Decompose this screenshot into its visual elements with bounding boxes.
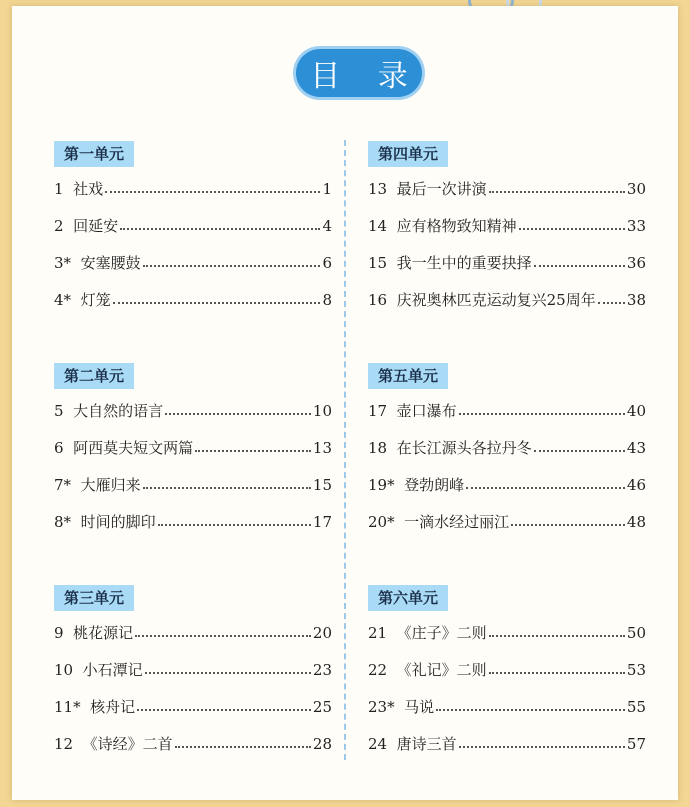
dot-leader — [459, 746, 625, 748]
lesson-number-spacer — [387, 615, 397, 652]
lesson-number-spacer — [73, 652, 83, 689]
lesson-page-number: 53 — [626, 661, 646, 679]
dot-leader — [489, 191, 625, 193]
lesson-title: 在长江源头各拉丹冬 — [396, 439, 532, 457]
lesson-page-number: 20 — [312, 624, 332, 642]
lesson-entry[interactable] — [54, 282, 332, 319]
dot-leader — [598, 302, 625, 304]
lesson-number-spacer — [395, 689, 405, 726]
lesson-number: 16 — [368, 291, 388, 309]
lesson-page-number: 43 — [626, 439, 646, 457]
unit-label: 第四单元 — [368, 141, 448, 167]
dot-leader — [165, 413, 311, 415]
unit-section — [54, 585, 332, 807]
lesson-number-spacer — [71, 504, 81, 541]
dot-leader — [466, 487, 625, 489]
lesson-number: 10 — [54, 661, 74, 679]
lesson-page-number: 6 — [322, 254, 332, 272]
lesson-title: 《礼记》二则 — [396, 661, 487, 679]
lesson-title: 庆祝奥林匹克运动复兴25周年 — [396, 291, 596, 309]
dot-leader — [175, 746, 311, 748]
lesson-entry[interactable] — [368, 282, 646, 319]
unit-label: 第一单元 — [54, 141, 134, 167]
lesson-number: 21 — [368, 624, 388, 642]
lesson-title: 应有格物致知精神 — [396, 217, 517, 235]
lesson-page-number: 33 — [626, 217, 646, 235]
lesson-entry[interactable] — [54, 430, 332, 467]
lesson-number-spacer — [387, 430, 397, 467]
lesson-number: 4* — [54, 291, 72, 309]
dot-leader — [534, 450, 625, 452]
lesson-number: 20* — [368, 513, 395, 531]
lesson-number: 13 — [368, 180, 388, 198]
toc-title-badge — [296, 49, 422, 97]
lesson-number-spacer — [387, 652, 397, 689]
lesson-page-number: 38 — [626, 291, 646, 309]
lesson-number-spacer — [387, 282, 397, 319]
dot-leader — [158, 524, 311, 526]
lesson-list — [368, 171, 646, 319]
lesson-number: 22 — [368, 661, 388, 679]
unit-section — [368, 141, 646, 363]
lesson-title: 大自然的语言 — [73, 402, 164, 420]
lesson-page-number: 36 — [626, 254, 646, 272]
unit-section — [368, 363, 646, 585]
lesson-title: 《庄子》二则 — [396, 624, 487, 642]
lesson-title: 我一生中的重要抉择 — [396, 254, 532, 272]
lesson-number-spacer — [64, 171, 74, 208]
lesson-number: 11* — [54, 698, 81, 716]
lesson-number-spacer — [64, 393, 74, 430]
lesson-number: 6 — [54, 439, 64, 457]
lesson-number: 7* — [54, 476, 72, 494]
lesson-entry[interactable] — [54, 504, 332, 541]
lesson-page-number: 17 — [312, 513, 332, 531]
lesson-number-spacer — [387, 208, 397, 245]
lesson-page-number: 55 — [626, 698, 646, 716]
unit-label: 第二单元 — [54, 363, 134, 389]
lesson-number-spacer — [387, 726, 397, 763]
toc-right-column — [368, 141, 646, 807]
lesson-page-number: 23 — [312, 661, 332, 679]
lesson-number: 24 — [368, 735, 388, 753]
lesson-page-number: 30 — [626, 180, 646, 198]
lesson-entry[interactable] — [368, 208, 646, 245]
lesson-title: 唐诗三首 — [396, 735, 457, 753]
lesson-entry[interactable] — [54, 652, 332, 689]
dot-leader — [489, 635, 625, 637]
lesson-title: 壶口瀑布 — [396, 402, 457, 420]
lesson-number: 5 — [54, 402, 64, 420]
lesson-number: 14 — [368, 217, 388, 235]
lesson-number: 18 — [368, 439, 388, 457]
lesson-page-number: 57 — [626, 735, 646, 753]
lesson-title: 登勃朗峰 — [404, 476, 465, 494]
lesson-entry[interactable] — [368, 245, 646, 282]
lesson-title: 时间的脚印 — [80, 513, 156, 531]
lesson-entry[interactable] — [54, 467, 332, 504]
dot-leader — [511, 524, 625, 526]
lesson-title: 社戏 — [73, 180, 104, 198]
lesson-number: 12 — [54, 735, 74, 753]
lesson-number-spacer — [81, 689, 91, 726]
lesson-page-number: 46 — [626, 476, 646, 494]
lesson-entry[interactable] — [368, 171, 646, 208]
unit-section — [54, 363, 332, 585]
dot-leader — [113, 302, 321, 304]
lesson-title: 最后一次讲演 — [396, 180, 487, 198]
lesson-number-spacer — [395, 504, 405, 541]
lesson-entry[interactable] — [54, 208, 332, 245]
dot-leader — [120, 228, 320, 230]
lesson-page-number: 28 — [312, 735, 332, 753]
lesson-list — [54, 393, 332, 541]
toc-title: 目 录 — [310, 59, 422, 94]
dot-leader — [489, 672, 625, 674]
lesson-number-spacer — [64, 615, 74, 652]
lesson-number-spacer — [387, 245, 397, 282]
lesson-title: 《诗经》二首 — [82, 735, 173, 753]
lesson-number: 8* — [54, 513, 72, 531]
lesson-number-spacer — [387, 393, 397, 430]
lesson-list — [54, 171, 332, 319]
dot-leader — [436, 709, 625, 711]
lesson-number: 3* — [54, 254, 72, 272]
lesson-number: 1 — [54, 180, 64, 198]
lesson-number-spacer — [71, 282, 81, 319]
lesson-entry[interactable] — [54, 171, 332, 208]
lesson-number-spacer — [71, 245, 81, 282]
lesson-entry[interactable] — [368, 504, 646, 541]
lesson-list — [54, 615, 332, 763]
unit-label: 第六单元 — [368, 585, 448, 611]
unit-label: 第三单元 — [54, 585, 134, 611]
lesson-number: 19* — [368, 476, 395, 494]
lesson-number: 15 — [368, 254, 388, 272]
lesson-entry[interactable] — [368, 615, 646, 652]
lesson-title: 核舟记 — [90, 698, 136, 716]
lesson-entry[interactable] — [54, 393, 332, 430]
dot-leader — [105, 191, 320, 193]
column-divider — [344, 140, 346, 760]
lesson-title: 桃花源记 — [73, 624, 134, 642]
lesson-page-number: 8 — [322, 291, 332, 309]
lesson-page-number: 25 — [312, 698, 332, 716]
lesson-entry[interactable] — [368, 430, 646, 467]
dot-leader — [534, 265, 625, 267]
lesson-title: 灯笼 — [80, 291, 111, 309]
unit-label: 第五单元 — [368, 363, 448, 389]
lesson-number-spacer — [64, 430, 74, 467]
toc-left-column — [54, 141, 332, 807]
lesson-page-number: 40 — [626, 402, 646, 420]
unit-section — [54, 141, 332, 363]
lesson-entry[interactable] — [368, 689, 646, 726]
lesson-title: 安塞腰鼓 — [80, 254, 141, 272]
dot-leader — [143, 487, 311, 489]
lesson-number: 17 — [368, 402, 388, 420]
lesson-entry[interactable] — [54, 245, 332, 282]
dot-leader — [459, 413, 625, 415]
lesson-number: 23* — [368, 698, 395, 716]
lesson-title: 大雁归来 — [80, 476, 141, 494]
lesson-title: 阿西莫夫短文两篇 — [73, 439, 194, 457]
lesson-page-number: 48 — [626, 513, 646, 531]
lesson-page-number: 1 — [322, 180, 332, 198]
lesson-entry[interactable] — [368, 467, 646, 504]
lesson-page-number: 15 — [312, 476, 332, 494]
lesson-number-spacer — [71, 467, 81, 504]
lesson-title: 小石潭记 — [82, 661, 143, 679]
lesson-title: 一滴水经过丽江 — [404, 513, 510, 531]
dot-leader — [195, 450, 311, 452]
lesson-title: 马说 — [404, 698, 435, 716]
dot-leader — [137, 709, 311, 711]
lesson-number-spacer — [395, 467, 405, 504]
lesson-number-spacer — [73, 726, 83, 763]
lesson-entry[interactable] — [54, 726, 332, 763]
lesson-list — [368, 615, 646, 763]
lesson-page-number: 13 — [312, 439, 332, 457]
lesson-page-number: 4 — [322, 217, 332, 235]
lesson-page-number: 50 — [626, 624, 646, 642]
dot-leader — [143, 265, 321, 267]
dot-leader — [145, 672, 311, 674]
dot-leader — [135, 635, 311, 637]
lesson-title: 回延安 — [73, 217, 119, 235]
lesson-number: 9 — [54, 624, 64, 642]
lesson-entry[interactable] — [368, 726, 646, 763]
lesson-entry[interactable] — [54, 615, 332, 652]
lesson-page-number: 10 — [312, 402, 332, 420]
lesson-number: 2 — [54, 217, 64, 235]
lesson-number-spacer — [64, 208, 74, 245]
lesson-entry[interactable] — [368, 652, 646, 689]
dot-leader — [519, 228, 625, 230]
lesson-entry[interactable] — [54, 689, 332, 726]
lesson-list — [368, 393, 646, 541]
lesson-number-spacer — [387, 171, 397, 208]
lesson-entry[interactable] — [368, 393, 646, 430]
unit-section — [368, 585, 646, 807]
